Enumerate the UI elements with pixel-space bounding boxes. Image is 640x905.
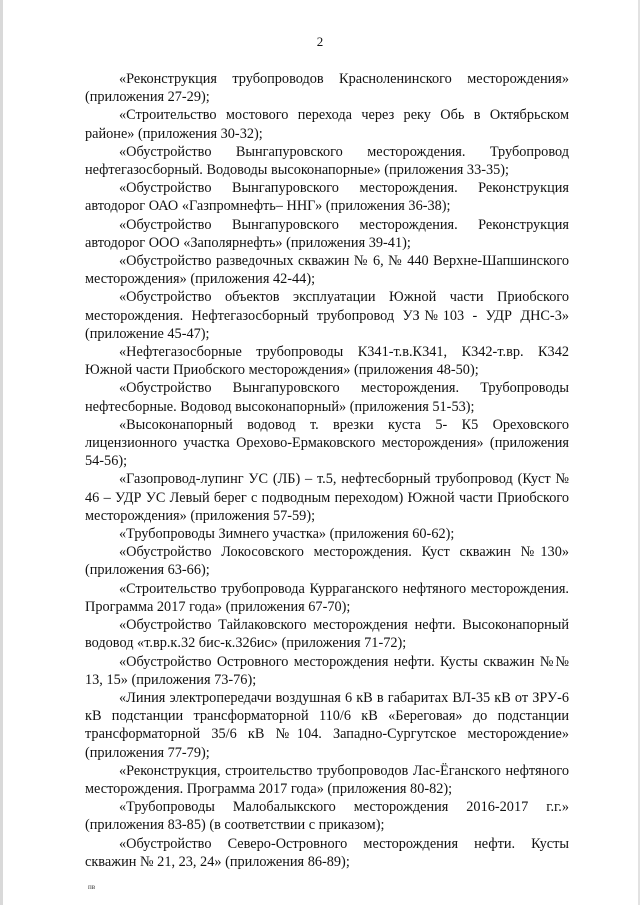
paragraph-8: «Нефтегазосборные трубопроводы К341-т.в.К341, К342-т.вр. К342 Южной части Приобского месторождения» (приложения 48-50); — [85, 344, 569, 379]
scan-edge-left — [0, 0, 3, 905]
paragraph-17: «Линия электропередачи воздушная 6 кВ в габаритах ВЛ-35 кВ от ЗРУ-6 кВ подстанции трансформаторной 110/6 кВ «Береговая» до подстанции трансформаторной 35/6 кВ №104. Западно-Сургутское месторождение» (приложения 77-79); — [85, 689, 569, 761]
paragraph-7: «Обустройство объектов эксплуатации Южной части Приобского месторождения. Нефтегазосборный трубопровод УЗ№103 - УДР ДНС-3» (приложение 45-47); — [85, 289, 569, 342]
paragraph-4: «Обустройство Вынгапуровского месторождения. Реконструкция автодорог ОАО «Газпромнефть– ННГ» (приложения 36-38); — [85, 180, 569, 215]
page-number: 2 — [316, 34, 324, 49]
footer-initials: пв — [88, 883, 96, 891]
paragraph-20: «Обустройство Северо-Островного месторождения нефти. Кусты скважин № 21, 23, 24» (приложения 86-89); — [85, 835, 569, 870]
paragraph-1: «Реконструкция трубопроводов Красноленинского месторождения» (приложения 27-29); — [85, 71, 569, 106]
paragraph-9: «Обустройство Вынгапуровского месторождения. Трубопроводы нефтесборные. Водовод высоконапорный» (приложения 51-53); — [85, 380, 569, 415]
paragraph-11: «Газопровод-лупинг УС (ЛБ) – т.5, нефтесборный трубопровод (Куст № 46 – УДР УС Левый берег с подводным переходом) Южной части Приобского месторождения» (приложения 57-59); — [85, 471, 569, 524]
document-body — [85, 70, 569, 871]
paragraph-2: «Строительство мостового перехода через реку Обь в Октябрьском районе» (приложения 30-32); — [85, 107, 569, 142]
paragraph-19: «Трубопроводы Малобалыкского месторождения 2016-2017 г.г.» (приложения 83-85) (в соответствии с приказом); — [85, 799, 569, 834]
paragraph-13: «Обустройство Локосовского месторождения. Куст скважин №130» (приложения 63-66); — [85, 544, 569, 579]
paragraph-18: «Реконструкция, строительство трубопроводов Лас-Ёганского нефтяного месторождения. Программа 2017 года» (приложения 80-82); — [85, 762, 569, 797]
paragraph-16: «Обустройство Островного месторождения нефти. Кусты скважин №№ 13, 15» (приложения 73-76); — [85, 653, 569, 688]
paragraph-10: «Высоконапорный водовод т. врезки куста 5- К5 Ореховского лицензионного участка Орехово-Ермаковского месторождения» (приложения 54-56); — [85, 416, 569, 470]
paragraph-5: «Обустройство Вынгапуровского месторождения. Реконструкция автодорог ООО «Заполярнефть» (приложения 39-41); — [85, 216, 569, 251]
paragraph-6: «Обустройство разведочных скважин № 6, № 440 Верхне-Шапшинского месторождения» (приложения 42-44); — [85, 253, 569, 288]
paragraph-12: «Трубопроводы Зимнего участка» (приложения 60-62); — [119, 526, 455, 543]
paragraph-15: «Обустройство Тайлаковского месторождения нефти. Высоконапорный водовод «т.вр.к.32 бис-к.326ис» (приложения 71-72); — [85, 617, 569, 652]
paragraph-14: «Строительство трубопровода Курраганского нефтяного месторождения. Программа 2017 года» (приложения 67-70); — [85, 580, 569, 615]
paragraph-3: «Обустройство Вынгапуровского месторождения. Трубопровод нефтегазосборный. Водоводы высоконапорные» (приложения 33-35); — [85, 143, 569, 179]
